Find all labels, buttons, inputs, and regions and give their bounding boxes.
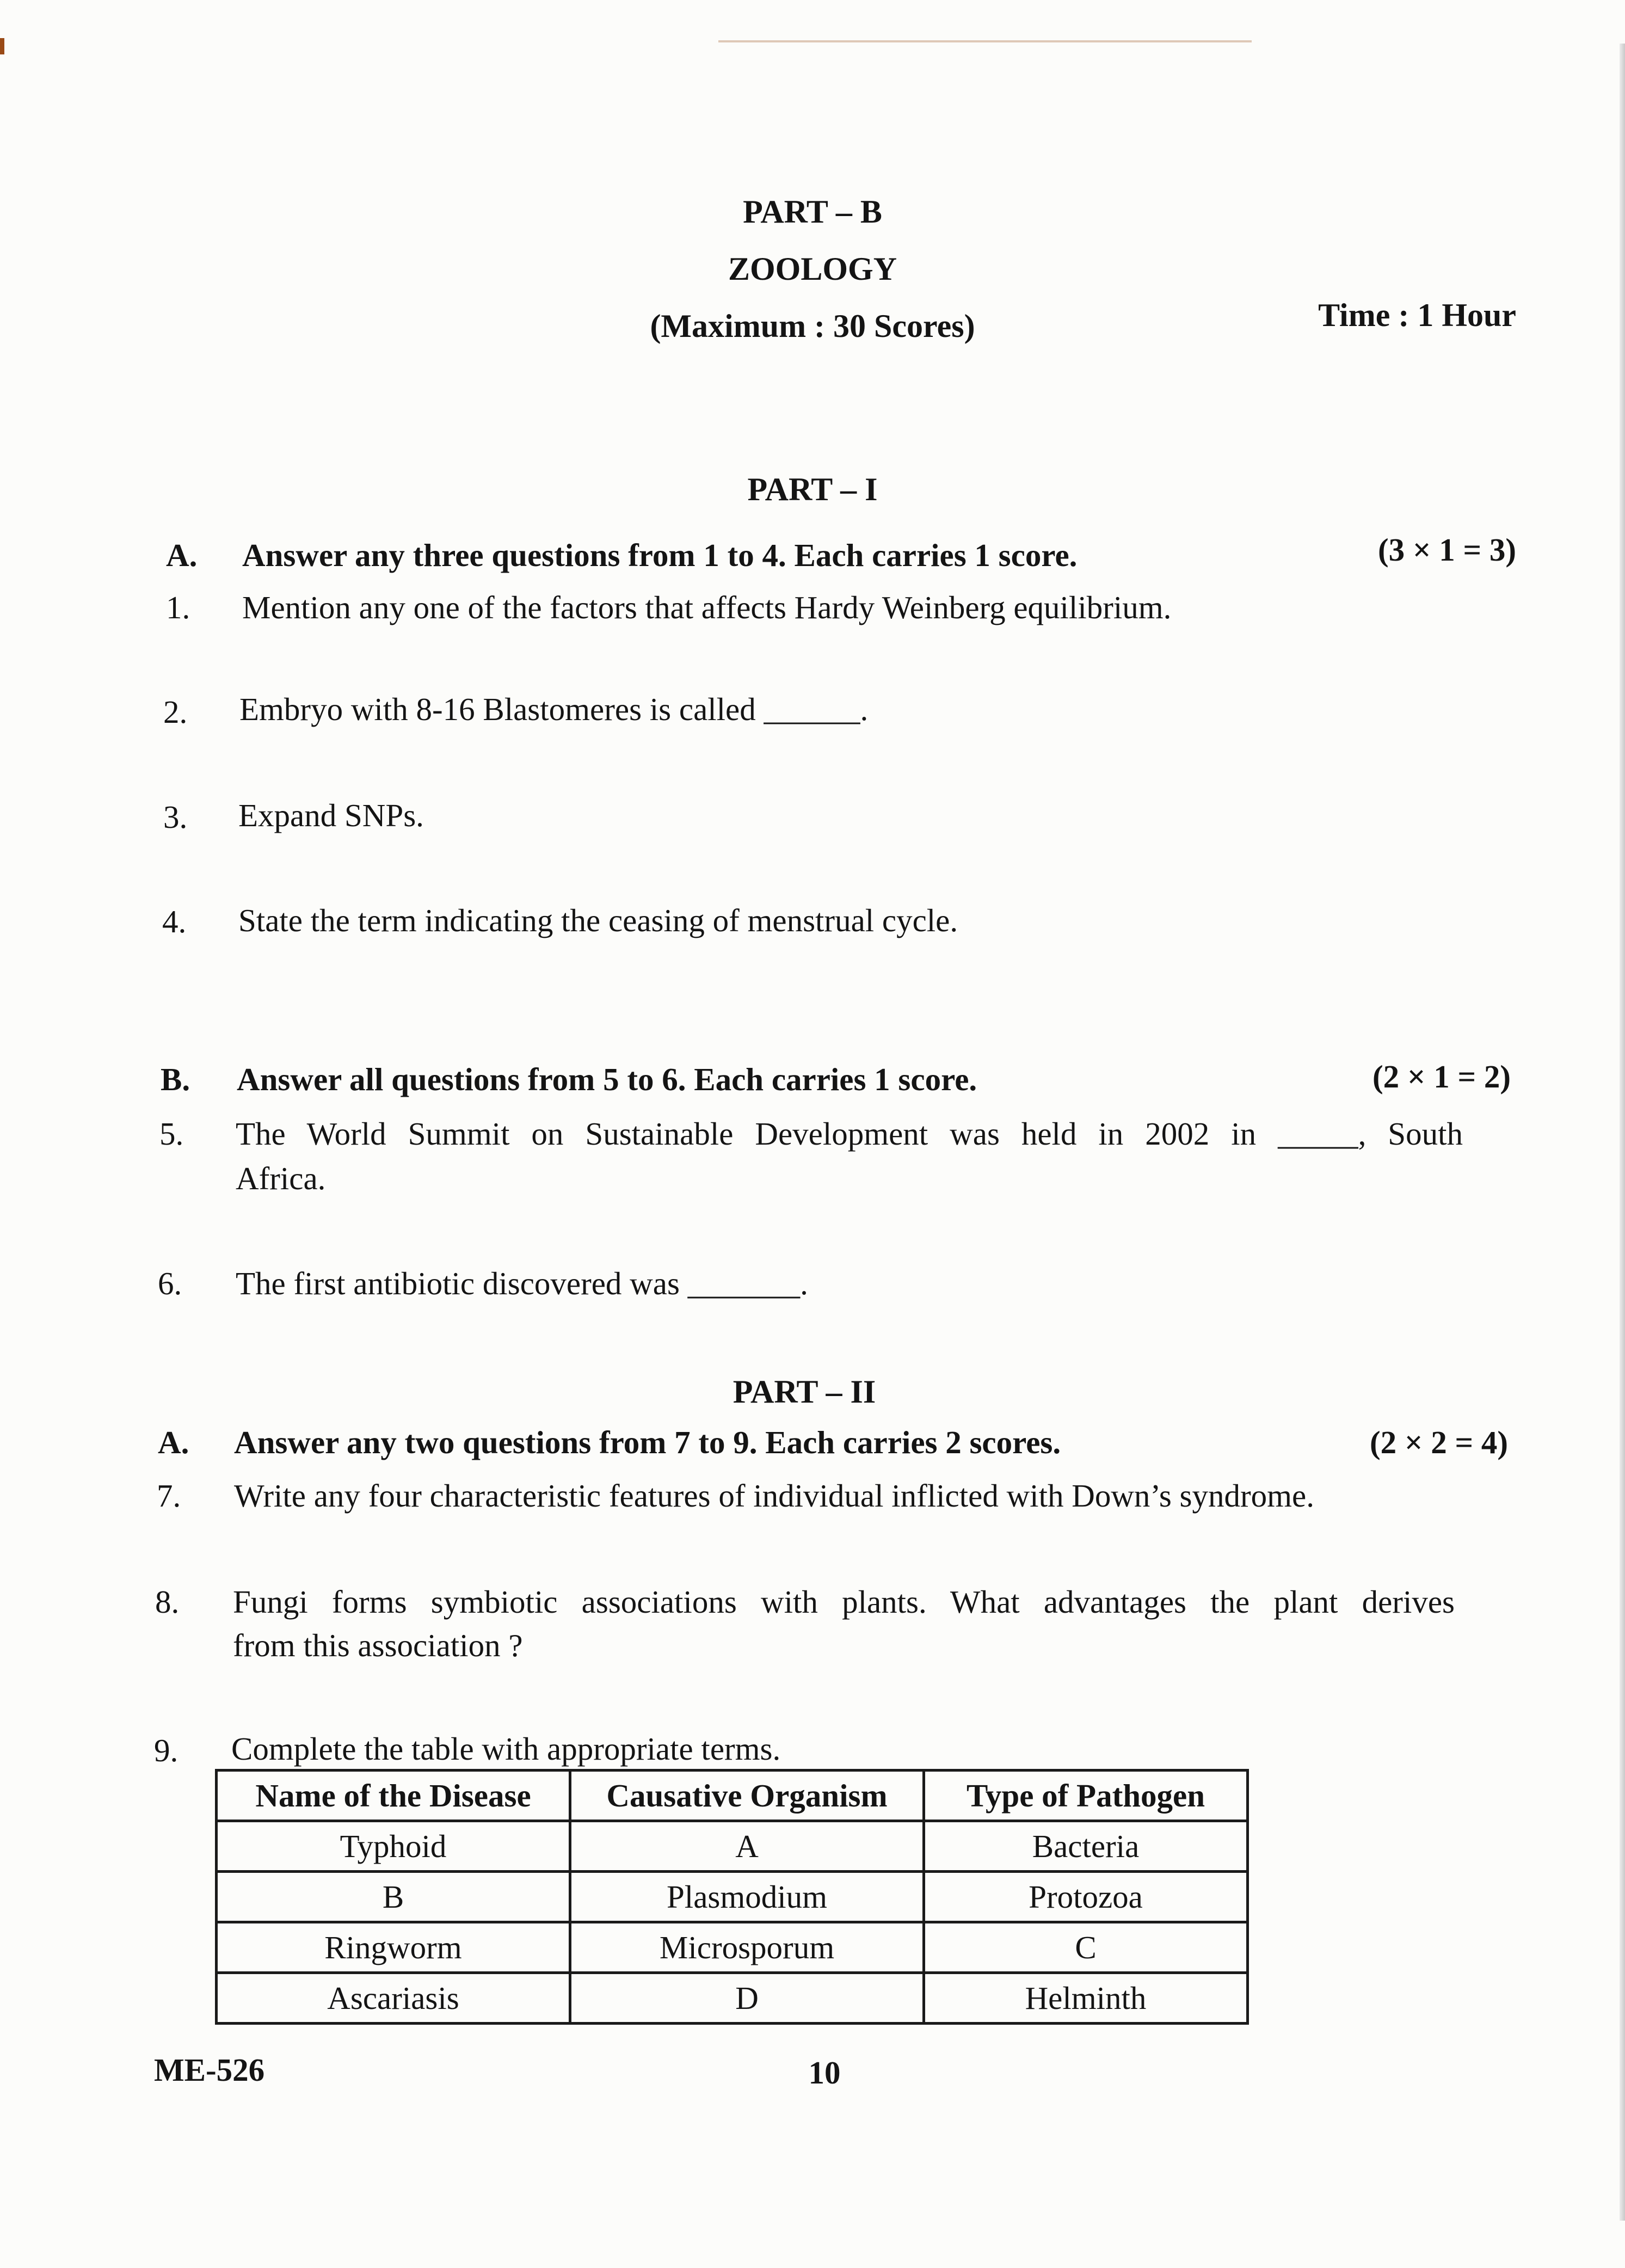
question-text: Mention any one of the factors that affects Hardy Weinberg equilibrium. xyxy=(242,589,1172,625)
question-text: Embryo with 8-16 Blastomeres is called ______. xyxy=(239,691,869,727)
table-cell: D xyxy=(570,1973,924,2024)
table-row xyxy=(217,1973,1248,2024)
question-number: 8. xyxy=(155,1584,180,1620)
table-cell: A xyxy=(570,1821,924,1872)
table-header-cell: Causative Organism xyxy=(570,1771,924,1821)
table-cell: Helminth xyxy=(924,1973,1248,2024)
section-label: A. xyxy=(158,1424,189,1460)
table-header-row xyxy=(217,1771,1248,1821)
table-header-cell: Type of Pathogen xyxy=(924,1771,1248,1821)
section-marks: (2 × 2 = 4) xyxy=(1369,1424,1508,1460)
section-marks: (2 × 1 = 2) xyxy=(1372,1059,1511,1095)
part-1-title: PART – I xyxy=(747,471,878,507)
table-cell: Microsporum xyxy=(570,1922,924,1973)
section-instruction: Answer any two questions from 7 to 9. Each carries 2 scores. xyxy=(234,1424,1061,1460)
question-number: 1. xyxy=(166,589,190,625)
table-cell: B xyxy=(217,1872,570,1922)
question-number: 3. xyxy=(163,799,188,835)
question-text-continued: from this association ? xyxy=(233,1627,523,1663)
max-scores: (Maximum : 30 Scores) xyxy=(650,308,975,344)
page-edge-mark xyxy=(0,38,4,54)
part-2-title: PART – II xyxy=(733,1374,876,1410)
question-number: 4. xyxy=(162,903,187,939)
table-cell: Ascariasis xyxy=(217,1973,570,2024)
question-text: The first antibiotic discovered was _______. xyxy=(236,1265,808,1301)
subject-title: ZOOLOGY xyxy=(728,251,897,287)
table-header-cell: Name of the Disease xyxy=(217,1771,570,1821)
section-instruction: Answer any three questions from 1 to 4. Each carries 1 score. xyxy=(242,537,1078,573)
table-cell: Plasmodium xyxy=(570,1872,924,1922)
question-number: 2. xyxy=(163,694,188,730)
question-text: Complete the table with appropriate terms. xyxy=(231,1731,781,1767)
table-cell: Ringworm xyxy=(217,1922,570,1973)
table-row xyxy=(217,1872,1248,1922)
question-text: Expand SNPs. xyxy=(238,797,424,833)
question-text: State the term indicating the ceasing of menstrual cycle. xyxy=(238,902,958,938)
table-row xyxy=(217,1821,1248,1872)
part-heading: PART – B xyxy=(743,194,882,230)
page-edge-shadow xyxy=(1620,44,1625,2221)
page-edge-mark xyxy=(718,40,1252,42)
paper-code: ME-526 xyxy=(154,2052,265,2088)
table-cell: Protozoa xyxy=(924,1872,1248,1922)
time-allowed: Time : 1 Hour xyxy=(1318,297,1516,333)
question-text-continued: Africa. xyxy=(236,1160,326,1196)
section-marks: (3 × 1 = 3) xyxy=(1377,532,1516,568)
page-number: 10 xyxy=(808,2055,841,2091)
section-instruction: Answer all questions from 5 to 6. Each carries 1 score. xyxy=(237,1061,977,1097)
question-number: 6. xyxy=(158,1265,182,1301)
question-number: 9. xyxy=(154,1732,178,1768)
question-text: Fungi forms symbiotic associations with plants. What advantages the plant derives xyxy=(233,1584,1455,1620)
question-text: Write any four characteristic features of individual inflicted with Down’s syndrome. xyxy=(234,1478,1314,1514)
section-label: A. xyxy=(166,537,198,573)
table-row xyxy=(217,1922,1248,1973)
table-cell: Typhoid xyxy=(217,1821,570,1872)
question-number: 5. xyxy=(159,1116,184,1152)
question-text: The World Summit on Sustainable Development was held in 2002 in _____, South xyxy=(236,1116,1463,1152)
question-number: 7. xyxy=(157,1478,181,1514)
section-label: B. xyxy=(161,1061,190,1097)
disease-table xyxy=(215,1769,1249,2025)
table-cell: C xyxy=(924,1922,1248,1973)
table-cell: Bacteria xyxy=(924,1821,1248,1872)
